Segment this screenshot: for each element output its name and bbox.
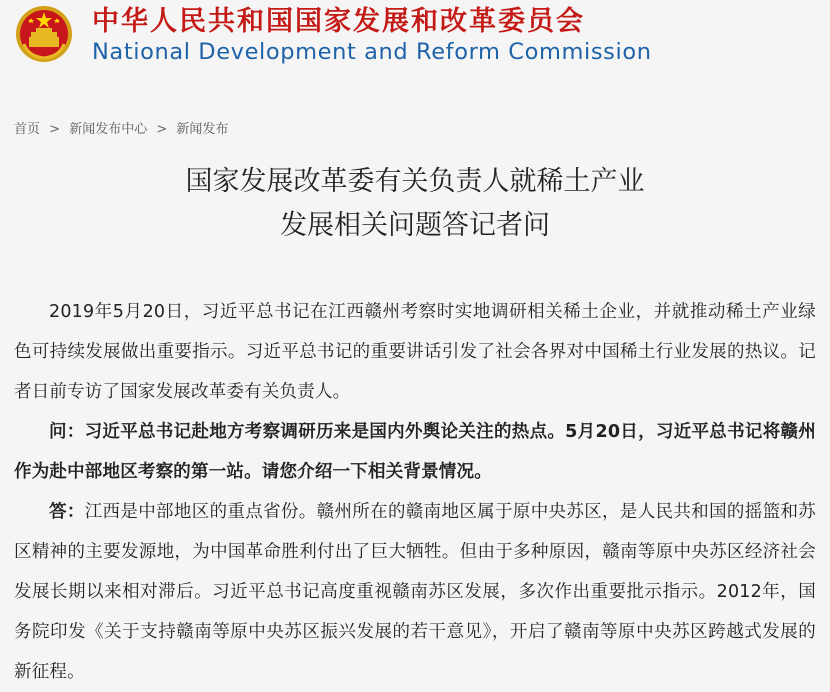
breadcrumb bbox=[14, 121, 228, 139]
article-title-line1: 国家发展改革委有关负责人就稀土产业 bbox=[185, 166, 645, 197]
breadcrumb-separator: > bbox=[156, 122, 168, 137]
article-body bbox=[14, 292, 816, 692]
breadcrumb-separator: > bbox=[49, 122, 61, 137]
article-answer-paragraph bbox=[14, 492, 816, 692]
article-question-paragraph: 问：习近平总书记赴地方考察调研历来是国内外舆论关注的热点。5月20日，习近平总书记将赣州作为赴中部地区考察的第一站。请您介绍一下相关背景情况。 bbox=[14, 422, 816, 482]
breadcrumb-home-link[interactable]: 首页 bbox=[14, 122, 41, 137]
answer-text: 江西是中部地区的重点省份。赣州所在的赣南地区属于原中央苏区，是人民共和国的摇篮和苏区精神的主要发源地，为中国革命胜利付出了巨大牺牲。但由于多种原因，赣南等原中央苏区经济社会发展长期以来相对滞后。习近平总书记高度重视赣南苏区发展，多次作出重要批示指示。2012年，国务院印发《关于支持赣南等原中央苏区振兴发展的若干意见》，开启了赣南等原中央苏区跨越式发展的新征程。 bbox=[14, 502, 816, 682]
site-name-en[interactable]: National Development and Reform Commission bbox=[92, 39, 652, 65]
national-emblem-icon[interactable] bbox=[14, 4, 74, 64]
article-intro-paragraph: 2019年5月20日，习近平总书记在江西赣州考察时实地调研相关稀土企业，并就推动稀土产业绿色可持续发展做出重要指示。习近平总书记的重要讲话引发了社会各界对中国稀土行业发展的热议。记者日前专访了国家发展改革委有关负责人。 bbox=[14, 302, 816, 402]
breadcrumb-news-release-link[interactable]: 新闻发布 bbox=[176, 122, 229, 137]
site-header bbox=[0, 0, 830, 72]
article-title bbox=[0, 160, 830, 248]
site-name-cn[interactable]: 中华人民共和国国家发展和改革委员会 bbox=[92, 6, 585, 37]
breadcrumb-news-center-link[interactable]: 新闻发布中心 bbox=[69, 122, 148, 137]
answer-label: 答： bbox=[49, 502, 85, 522]
article-title-line2: 发展相关问题答记者问 bbox=[280, 210, 550, 241]
